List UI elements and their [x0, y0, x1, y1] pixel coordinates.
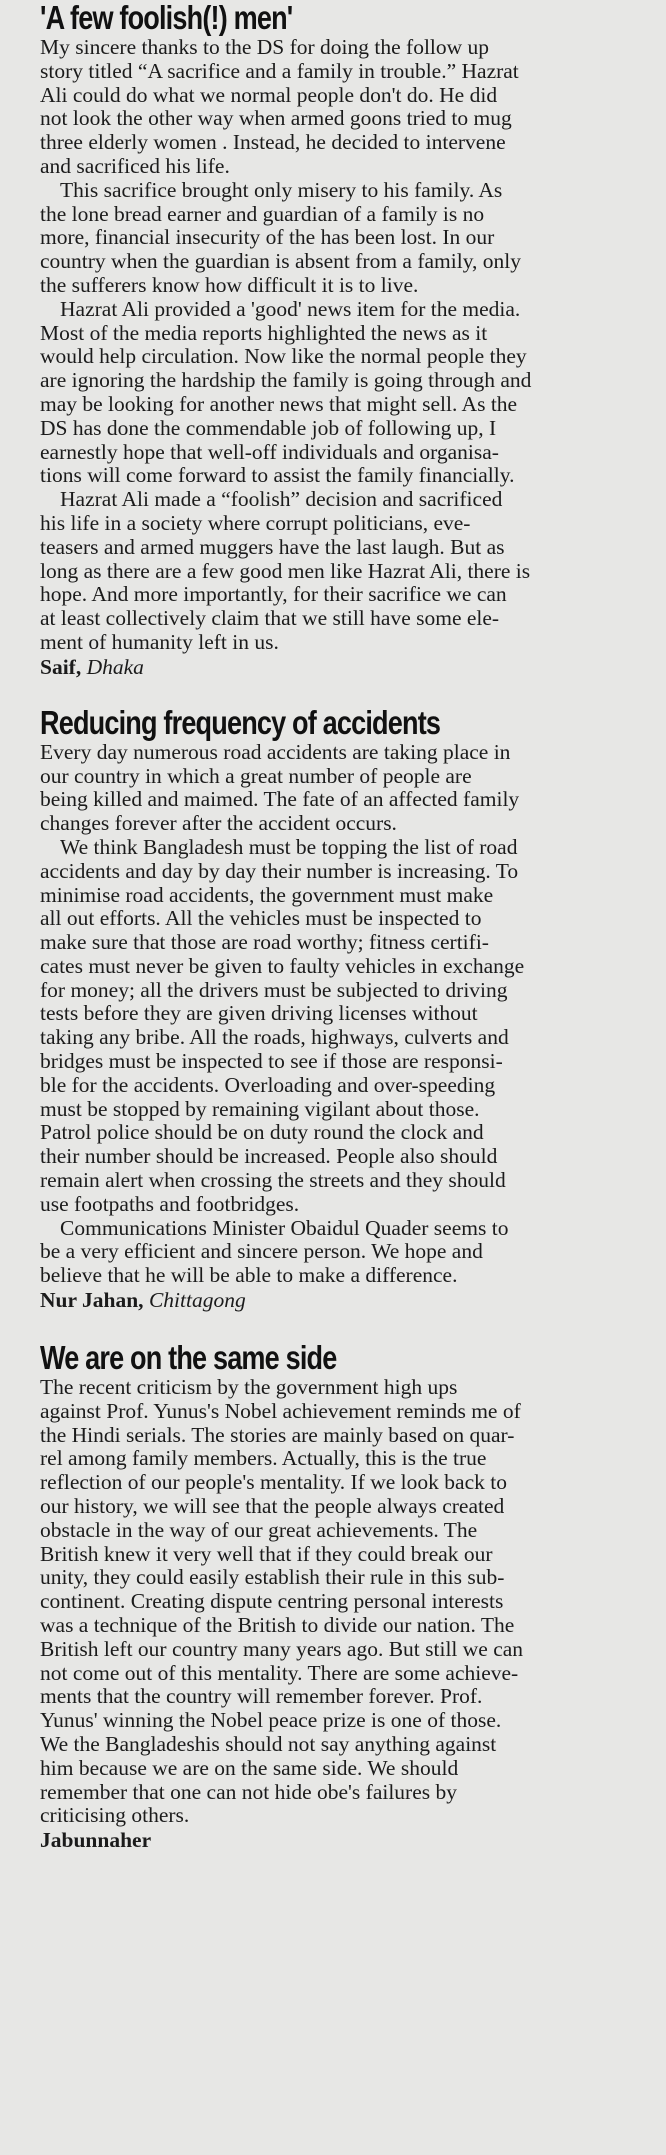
text-line: and sacrificed his life.	[40, 153, 230, 178]
text-line: their number should be increased. People also should	[40, 1144, 498, 1169]
paragraph	[40, 298, 626, 488]
text-line: hope. And more importantly, for their sacrifice we can	[40, 582, 507, 607]
text-line: Patrol police should be on duty round the clock and	[40, 1120, 484, 1145]
text-line: We the Bangladeshis should not say anything against	[40, 1732, 497, 1756]
text-line: continent. Creating dispute centring personal interests	[40, 1589, 504, 1614]
text-line: would help circulation. Now like the normal people they	[40, 344, 527, 369]
text-line: obstacle in the way of our great achievements. The	[40, 1517, 478, 1542]
letter-3-signature	[40, 1828, 626, 1852]
paragraph	[40, 1217, 626, 1288]
text-line: our history, we will see that the people always created	[40, 1494, 505, 1519]
text-line: We think Bangladesh must be topping the list of road	[60, 834, 518, 859]
text-line: for money; all the drivers must be subjected to driving	[40, 977, 508, 1002]
text-line: use footpaths and footbridges.	[40, 1191, 300, 1216]
paragraph	[40, 488, 626, 655]
text-line: him because we are on the same side. We should	[40, 1755, 459, 1780]
text-line: British knew it very well that if they could break our	[40, 1541, 493, 1566]
text-line: Yunus' winning the Nobel peace prize is one of those.	[40, 1708, 502, 1733]
text-line: his life in a society where corrupt politicians, eve-	[40, 510, 471, 535]
letter-1-place: Dhaka	[81, 654, 144, 679]
text-line: not look the other way when armed goons tried to mug	[40, 106, 512, 131]
letter-1-signature	[40, 655, 626, 679]
letter-2-place: Chittagong	[143, 1288, 246, 1313]
text-line: My sincere thanks to the DS for doing the follow up	[40, 35, 490, 59]
letter-3-title: We are on the same side	[40, 1339, 337, 1377]
letter-1-title: 'A few foolish(!) men'	[40, 0, 293, 36]
text-line: the lone bread earner and guardian of a family is no	[40, 201, 485, 226]
text-line: cates must never be given to faulty vehicles in exchange	[40, 953, 525, 978]
text-line: ment of humanity left in us.	[40, 629, 279, 654]
text-line: accidents and day by day their number is increasing. To	[40, 858, 519, 883]
text-line: at least collectively claim that we still have some ele-	[40, 606, 500, 631]
text-line: teasers and armed muggers have the last laugh. But as	[40, 534, 505, 559]
text-line: Hazrat Ali provided a 'good' news item for the media.	[60, 296, 521, 321]
text-line: country when the guardian is absent from a family, only	[40, 249, 522, 274]
text-line: make sure that those are road worthy; fitness certifi-	[40, 930, 489, 955]
letter-2-author: Nur Jahan,	[40, 1288, 144, 1313]
text-line: British left our country many years ago. But still we can	[40, 1636, 524, 1661]
text-line: Every day numerous road accidents are taking place in	[40, 739, 511, 764]
text-line: remain alert when crossing the streets and they should	[40, 1168, 506, 1193]
text-line: ble for the accidents. Overloading and over-speeding	[40, 1072, 496, 1097]
paragraph	[40, 1376, 626, 1828]
letter-2-title: Reducing frequency of accidents	[40, 703, 441, 741]
text-line: not come out of this mentality. There are some achieve-	[40, 1660, 519, 1685]
letter-3	[40, 1340, 626, 1852]
separator	[40, 679, 626, 705]
text-line: Most of the media reports highlighted the news as it	[40, 320, 488, 345]
text-line: The recent criticism by the government high ups	[40, 1375, 458, 1400]
text-line: be a very efficient and sincere person. We hope and	[40, 1239, 483, 1264]
text-line: criticising others.	[40, 1803, 190, 1828]
text-line: may be looking for another news that might sell. As the	[40, 391, 518, 416]
letter-1-author: Saif,	[40, 654, 82, 679]
text-line: Hazrat Ali made a “foolish” decision and sacrificed	[60, 487, 503, 512]
text-line: story titled “A sacrifice and a family in trouble.” Hazrat	[40, 58, 519, 83]
letter-2-body	[40, 741, 626, 1288]
text-line: unity, they could easily establish their rule in this sub-	[40, 1565, 505, 1590]
text-line: long as there are a few good men like Hazrat Ali, there is	[40, 558, 531, 583]
text-line: earnestly hope that well-off individuals and organisa-	[40, 439, 499, 464]
letter-2-signature	[40, 1288, 626, 1312]
text-line: was a technique of the British to divide our nation. The	[40, 1613, 515, 1638]
text-line: must be stopped by remaining vigilant about those.	[40, 1096, 480, 1121]
text-line: the Hindi serials. The stories are mainly based on quar-	[40, 1422, 515, 1447]
text-line: all out efforts. All the vehicles must be inspected to	[40, 906, 482, 931]
letter-3-body	[40, 1376, 626, 1828]
text-line: are ignoring the hardship the family is going through and	[40, 368, 532, 393]
letter-1-body	[40, 36, 626, 655]
letter-1	[40, 0, 626, 679]
text-line: being killed and maimed. The fate of an affected family	[40, 787, 520, 812]
text-line: Communications Minister Obaidul Quader seems to	[60, 1215, 509, 1240]
text-line: the sufferers know how difficult it is to live.	[40, 272, 419, 297]
text-line: tions will come forward to assist the family financially.	[40, 463, 515, 488]
paragraph	[40, 179, 626, 298]
text-line: bridges must be inspected to see if those are responsi-	[40, 1049, 503, 1074]
text-line: reflection of our people's mentality. If we look back to	[40, 1470, 507, 1495]
text-line: rel among family members. Actually, this is the true	[40, 1446, 487, 1471]
paragraph	[40, 836, 626, 1217]
text-line: against Prof. Yunus's Nobel achievement reminds me of	[40, 1398, 521, 1423]
text-line: taking any bribe. All the roads, highways, culverts and	[40, 1025, 509, 1050]
text-line: more, financial insecurity of the has been lost. In our	[40, 225, 495, 250]
text-line: our country in which a great number of people are	[40, 763, 472, 788]
text-line: ments that the country will remember forever. Prof.	[40, 1684, 483, 1709]
text-line: tests before they are given driving licenses without	[40, 1001, 478, 1026]
text-line: DS has done the commendable job of following up, I	[40, 415, 497, 440]
text-line: remember that one can not hide obe's failures by	[40, 1779, 458, 1804]
text-line: This sacrifice brought only misery to his family. As	[60, 177, 503, 202]
letter-2	[40, 705, 626, 1312]
text-line: three elderly women . Instead, he decided to intervene	[40, 130, 506, 155]
letter-3-author: Jabunnaher	[40, 1828, 152, 1853]
paragraph	[40, 741, 626, 836]
separator	[40, 1312, 626, 1340]
text-line: believe that he will be able to make a difference.	[40, 1263, 458, 1288]
text-line: Ali could do what we normal people don't do. He did	[40, 82, 498, 107]
text-line: changes forever after the accident occurs.	[40, 811, 397, 836]
text-line: minimise road accidents, the government must make	[40, 882, 494, 907]
paragraph	[40, 36, 626, 179]
